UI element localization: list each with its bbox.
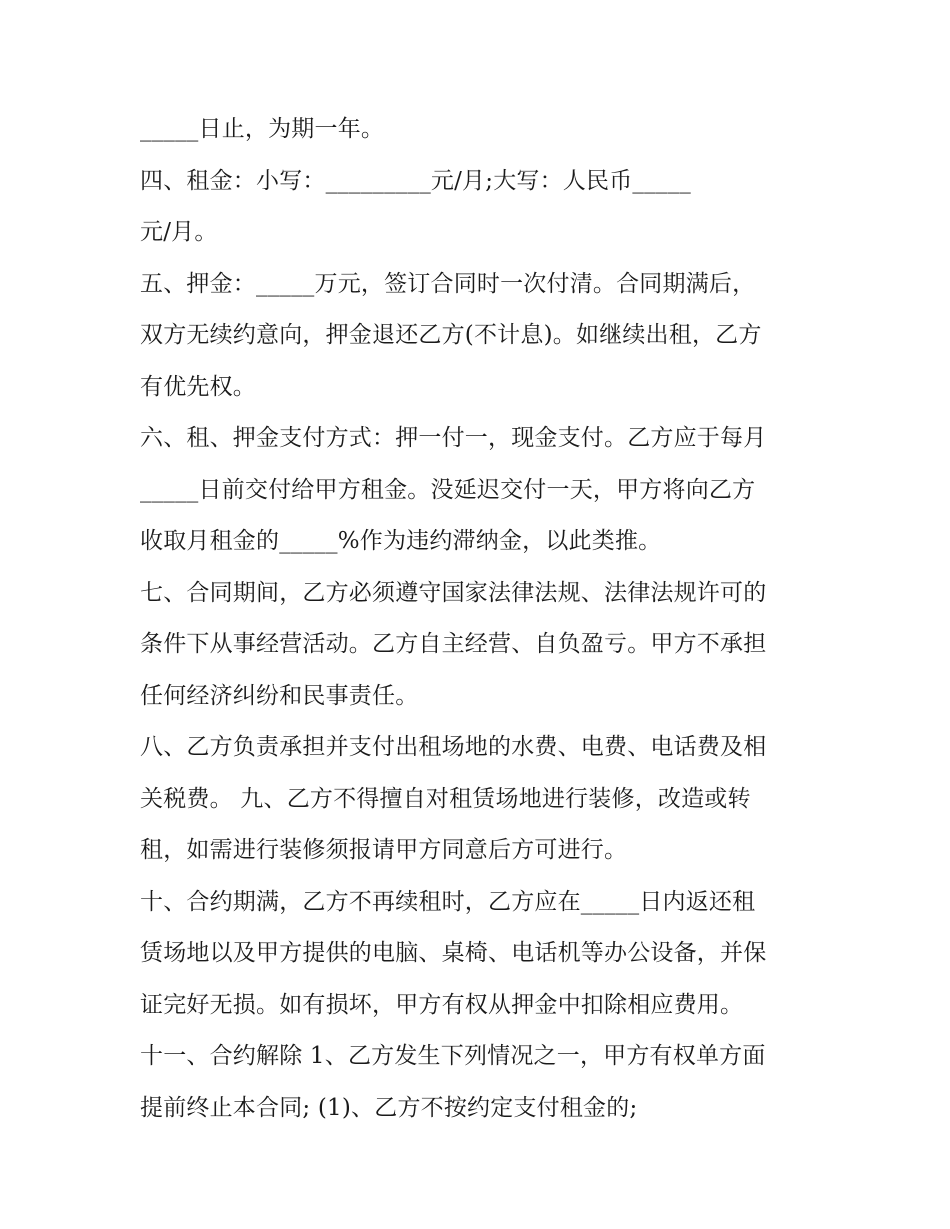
contract-body <box>140 104 830 1134</box>
text-line: 条件下从事经营活动。乙方自主经营、自负盈亏。甲方不承担 <box>140 631 767 657</box>
text-line: 双方无续约意向，押金退还乙方(不计息)。如继续出租，乙方 <box>140 322 762 348</box>
text-line: 提前终止本合同; (1)、乙方不按约定支付租金的; <box>140 1094 638 1121</box>
text-line: _____日前交付给甲方租金。没延迟交付一天，甲方将向乙方 <box>140 476 756 503</box>
text-line: 收取月租金的_____%作为违约滞纳金，以此类推。 <box>140 528 662 554</box>
text-line: 租，如需进行装修须报请甲方同意后方可进行。 <box>140 837 628 863</box>
text-line: 五、押金：_____万元，签订合同时一次付清。合同期满后， <box>140 270 756 297</box>
text-line: _____日止，为期一年。 <box>140 116 385 142</box>
text-line: 元/月。 <box>140 219 218 245</box>
text-line: 八、乙方负责承担并支付出租场地的水费、电费、电话费及相 <box>140 734 767 760</box>
text-line: 证完好无损。如有损坏，甲方有权从押金中扣除相应费用。 <box>140 991 744 1018</box>
text-line: 赁场地以及甲方提供的电脑、桌椅、电话机等办公设备，并保 <box>140 940 767 966</box>
text-line: 十、合约期满，乙方不再续租时，乙方应在_____日内返还租 <box>140 888 756 915</box>
text-line: 七、合同期间，乙方必须遵守国家法律法规、法律法规许可的 <box>140 579 767 606</box>
text-line: 六、租、押金支付方式：押一付一，现金支付。乙方应于每月 <box>140 425 767 451</box>
text-line: 关税费。 九、乙方不得擅自对租赁场地进行装修，改造或转 <box>140 785 751 812</box>
text-line: 任何经济纠纷和民事责任。 <box>140 682 419 709</box>
text-line: 有优先权。 <box>140 373 256 400</box>
text-line: 十一、合约解除 1、乙方发生下列情况之一，甲方有权单方面 <box>140 1043 766 1069</box>
text-line: 四、租金：小写：_________元/月;大写：人民币_____ <box>140 167 691 194</box>
